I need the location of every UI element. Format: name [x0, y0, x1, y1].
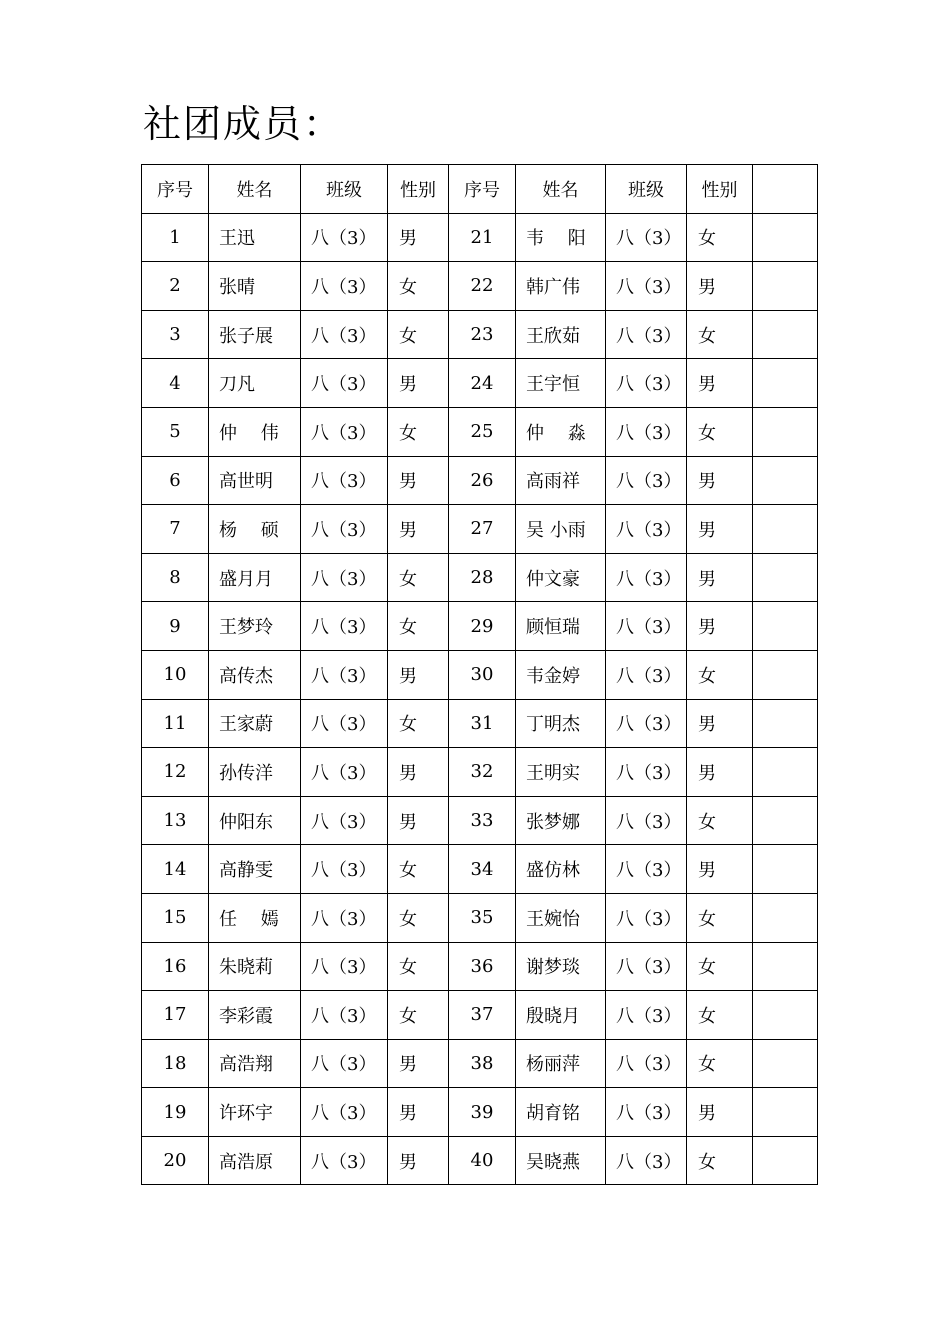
class-cell: 八（3）: [606, 1088, 687, 1137]
table-row: [142, 991, 818, 1040]
name-cell: 盛月月: [209, 553, 301, 602]
seq-cell: 2: [142, 262, 209, 311]
gender-cell: 女: [388, 991, 449, 1040]
class-cell: 八（3）: [301, 553, 388, 602]
gender-cell: 男: [388, 796, 449, 845]
seq-cell: 26: [449, 456, 516, 505]
class-cell: 八（3）: [301, 748, 388, 797]
gender-cell: 男: [687, 505, 753, 554]
table-row: [142, 213, 818, 262]
seq-cell: 9: [142, 602, 209, 651]
table-row: [142, 602, 818, 651]
name-cell: 朱晓莉: [209, 942, 301, 991]
class-cell: 八（3）: [301, 942, 388, 991]
seq-cell: 14: [142, 845, 209, 894]
name-cell: 高浩原: [209, 1136, 301, 1185]
header-row: [142, 165, 818, 214]
class-cell: 八（3）: [301, 407, 388, 456]
gender-cell: 女: [388, 602, 449, 651]
gender-cell: 女: [687, 796, 753, 845]
gender-cell: 男: [687, 748, 753, 797]
gender-cell: 女: [388, 845, 449, 894]
header-gender-right: 性别: [687, 165, 753, 214]
blank-cell: [753, 893, 818, 942]
header-name-left: 姓名: [209, 165, 301, 214]
name-cell: 仲阳东: [209, 796, 301, 845]
seq-cell: 32: [449, 748, 516, 797]
blank-cell: [753, 213, 818, 262]
seq-cell: 38: [449, 1039, 516, 1088]
table-row: [142, 456, 818, 505]
gender-cell: 女: [687, 991, 753, 1040]
blank-cell: [753, 748, 818, 797]
gender-cell: 女: [388, 310, 449, 359]
table-row: [142, 845, 818, 894]
class-cell: 八（3）: [301, 359, 388, 408]
class-cell: 八（3）: [606, 505, 687, 554]
gender-cell: 女: [388, 893, 449, 942]
gender-cell: 女: [687, 407, 753, 456]
class-cell: 八（3）: [301, 1039, 388, 1088]
gender-cell: 男: [388, 1136, 449, 1185]
class-cell: 八（3）: [606, 893, 687, 942]
class-cell: 八（3）: [301, 845, 388, 894]
gender-cell: 男: [687, 456, 753, 505]
class-cell: 八（3）: [301, 602, 388, 651]
class-cell: 八（3）: [606, 213, 687, 262]
name-cell: 丁明杰: [516, 699, 606, 748]
class-cell: 八（3）: [606, 553, 687, 602]
seq-cell: 28: [449, 553, 516, 602]
class-cell: 八（3）: [606, 845, 687, 894]
name-cell: 张梦娜: [516, 796, 606, 845]
blank-cell: [753, 699, 818, 748]
blank-cell: [753, 505, 818, 554]
blank-cell: [753, 359, 818, 408]
gender-cell: 男: [687, 699, 753, 748]
seq-cell: 11: [142, 699, 209, 748]
table-row: [142, 359, 818, 408]
gender-cell: 女: [388, 942, 449, 991]
gender-cell: 男: [687, 602, 753, 651]
blank-cell: [753, 456, 818, 505]
gender-cell: 女: [687, 1136, 753, 1185]
blank-cell: [753, 1039, 818, 1088]
class-cell: 八（3）: [606, 359, 687, 408]
header-name-right: 姓名: [516, 165, 606, 214]
name-cell: 孙传洋: [209, 748, 301, 797]
class-cell: 八（3）: [301, 893, 388, 942]
seq-cell: 33: [449, 796, 516, 845]
gender-cell: 男: [687, 262, 753, 311]
seq-cell: 39: [449, 1088, 516, 1137]
class-cell: 八（3）: [606, 699, 687, 748]
class-cell: 八（3）: [606, 942, 687, 991]
header-seq-right: 序号: [449, 165, 516, 214]
gender-cell: 男: [687, 359, 753, 408]
seq-cell: 16: [142, 942, 209, 991]
member-rows: [142, 213, 818, 1185]
table-row: [142, 505, 818, 554]
blank-cell: [753, 1136, 818, 1185]
gender-cell: 男: [388, 456, 449, 505]
class-cell: 八（3）: [301, 796, 388, 845]
seq-cell: 13: [142, 796, 209, 845]
name-cell: 王欣茹: [516, 310, 606, 359]
class-cell: 八（3）: [606, 650, 687, 699]
class-cell: 八（3）: [301, 456, 388, 505]
name-cell: 王家蔚: [209, 699, 301, 748]
class-cell: 八（3）: [301, 310, 388, 359]
seq-cell: 1: [142, 213, 209, 262]
class-cell: 八（3）: [606, 796, 687, 845]
name-cell: 韩广伟: [516, 262, 606, 311]
table-row: [142, 310, 818, 359]
class-cell: 八（3）: [301, 1088, 388, 1137]
seq-cell: 30: [449, 650, 516, 699]
seq-cell: 27: [449, 505, 516, 554]
seq-cell: 25: [449, 407, 516, 456]
name-cell: 高传杰: [209, 650, 301, 699]
gender-cell: 男: [388, 213, 449, 262]
name-cell: 韦金婷: [516, 650, 606, 699]
seq-cell: 8: [142, 553, 209, 602]
blank-cell: [753, 602, 818, 651]
class-cell: 八（3）: [301, 213, 388, 262]
class-cell: 八（3）: [606, 310, 687, 359]
seq-cell: 21: [449, 213, 516, 262]
seq-cell: 23: [449, 310, 516, 359]
blank-cell: [753, 553, 818, 602]
table-row: [142, 1039, 818, 1088]
name-cell: 韦 阳: [516, 213, 606, 262]
class-cell: 八（3）: [301, 650, 388, 699]
seq-cell: 31: [449, 699, 516, 748]
name-cell: 张子展: [209, 310, 301, 359]
name-cell: 李彩霞: [209, 991, 301, 1040]
seq-cell: 7: [142, 505, 209, 554]
header-class-right: 班级: [606, 165, 687, 214]
gender-cell: 女: [687, 650, 753, 699]
table-row: [142, 1136, 818, 1185]
seq-cell: 35: [449, 893, 516, 942]
name-cell: 盛仿林: [516, 845, 606, 894]
table-row: [142, 699, 818, 748]
header-gender-left: 性别: [388, 165, 449, 214]
blank-cell: [753, 991, 818, 1040]
gender-cell: 女: [687, 213, 753, 262]
name-cell: 仲 伟: [209, 407, 301, 456]
name-cell: 任 嫣: [209, 893, 301, 942]
seq-cell: 15: [142, 893, 209, 942]
gender-cell: 女: [687, 1039, 753, 1088]
name-cell: 殷晓月: [516, 991, 606, 1040]
seq-cell: 20: [142, 1136, 209, 1185]
table-row: [142, 1088, 818, 1137]
class-cell: 八（3）: [606, 262, 687, 311]
name-cell: 吴晓燕: [516, 1136, 606, 1185]
name-cell: 仲文豪: [516, 553, 606, 602]
name-cell: 张晴: [209, 262, 301, 311]
table-row: [142, 262, 818, 311]
gender-cell: 女: [388, 553, 449, 602]
name-cell: 高雨祥: [516, 456, 606, 505]
gender-cell: 女: [687, 942, 753, 991]
gender-cell: 男: [388, 505, 449, 554]
gender-cell: 男: [388, 650, 449, 699]
table-row: [142, 553, 818, 602]
class-cell: 八（3）: [606, 1039, 687, 1088]
seq-cell: 34: [449, 845, 516, 894]
seq-cell: 4: [142, 359, 209, 408]
seq-cell: 18: [142, 1039, 209, 1088]
gender-cell: 男: [687, 1088, 753, 1137]
table-row: [142, 650, 818, 699]
class-cell: 八（3）: [301, 1136, 388, 1185]
gender-cell: 女: [388, 407, 449, 456]
seq-cell: 6: [142, 456, 209, 505]
name-cell: 谢梦琰: [516, 942, 606, 991]
class-cell: 八（3）: [301, 699, 388, 748]
name-cell: 王梦玲: [209, 602, 301, 651]
class-cell: 八（3）: [606, 456, 687, 505]
name-cell: 王明实: [516, 748, 606, 797]
class-cell: 八（3）: [301, 991, 388, 1040]
name-cell: 顾恒瑞: [516, 602, 606, 651]
gender-cell: 男: [388, 1039, 449, 1088]
name-cell: 王宇恒: [516, 359, 606, 408]
header-class-left: 班级: [301, 165, 388, 214]
seq-cell: 22: [449, 262, 516, 311]
class-cell: 八（3）: [301, 262, 388, 311]
gender-cell: 男: [388, 748, 449, 797]
table-row: [142, 748, 818, 797]
blank-cell: [753, 310, 818, 359]
gender-cell: 女: [687, 310, 753, 359]
table-row: [142, 942, 818, 991]
gender-cell: 男: [388, 1088, 449, 1137]
class-cell: 八（3）: [606, 748, 687, 797]
seq-cell: 36: [449, 942, 516, 991]
blank-cell: [753, 796, 818, 845]
blank-cell: [753, 650, 818, 699]
gender-cell: 男: [687, 553, 753, 602]
gender-cell: 男: [687, 845, 753, 894]
name-cell: 许环宇: [209, 1088, 301, 1137]
name-cell: 胡育铭: [516, 1088, 606, 1137]
class-cell: 八（3）: [606, 1136, 687, 1185]
members-table: [141, 164, 818, 1185]
gender-cell: 女: [687, 893, 753, 942]
gender-cell: 女: [388, 699, 449, 748]
class-cell: 八（3）: [606, 407, 687, 456]
seq-cell: 10: [142, 650, 209, 699]
seq-cell: 17: [142, 991, 209, 1040]
seq-cell: 5: [142, 407, 209, 456]
header-seq-left: 序号: [142, 165, 209, 214]
seq-cell: 19: [142, 1088, 209, 1137]
class-cell: 八（3）: [301, 505, 388, 554]
gender-cell: 女: [388, 262, 449, 311]
name-cell: 高静雯: [209, 845, 301, 894]
seq-cell: 3: [142, 310, 209, 359]
name-cell: 仲 淼: [516, 407, 606, 456]
seq-cell: 24: [449, 359, 516, 408]
header-blank: [753, 165, 818, 214]
name-cell: 高浩翔: [209, 1039, 301, 1088]
table-row: [142, 893, 818, 942]
seq-cell: 40: [449, 1136, 516, 1185]
class-cell: 八（3）: [606, 602, 687, 651]
gender-cell: 男: [388, 359, 449, 408]
blank-cell: [753, 1088, 818, 1137]
name-cell: 吴 小雨: [516, 505, 606, 554]
name-cell: 杨 硕: [209, 505, 301, 554]
name-cell: 王迅: [209, 213, 301, 262]
table-row: [142, 407, 818, 456]
table-row: [142, 796, 818, 845]
seq-cell: 29: [449, 602, 516, 651]
name-cell: 王婉怡: [516, 893, 606, 942]
blank-cell: [753, 262, 818, 311]
blank-cell: [753, 407, 818, 456]
blank-cell: [753, 942, 818, 991]
seq-cell: 12: [142, 748, 209, 797]
seq-cell: 37: [449, 991, 516, 1040]
name-cell: 高世明: [209, 456, 301, 505]
class-cell: 八（3）: [606, 991, 687, 1040]
blank-cell: [753, 845, 818, 894]
name-cell: 刀凡: [209, 359, 301, 408]
name-cell: 杨丽萍: [516, 1039, 606, 1088]
page-title: 社团成员：: [143, 102, 344, 146]
